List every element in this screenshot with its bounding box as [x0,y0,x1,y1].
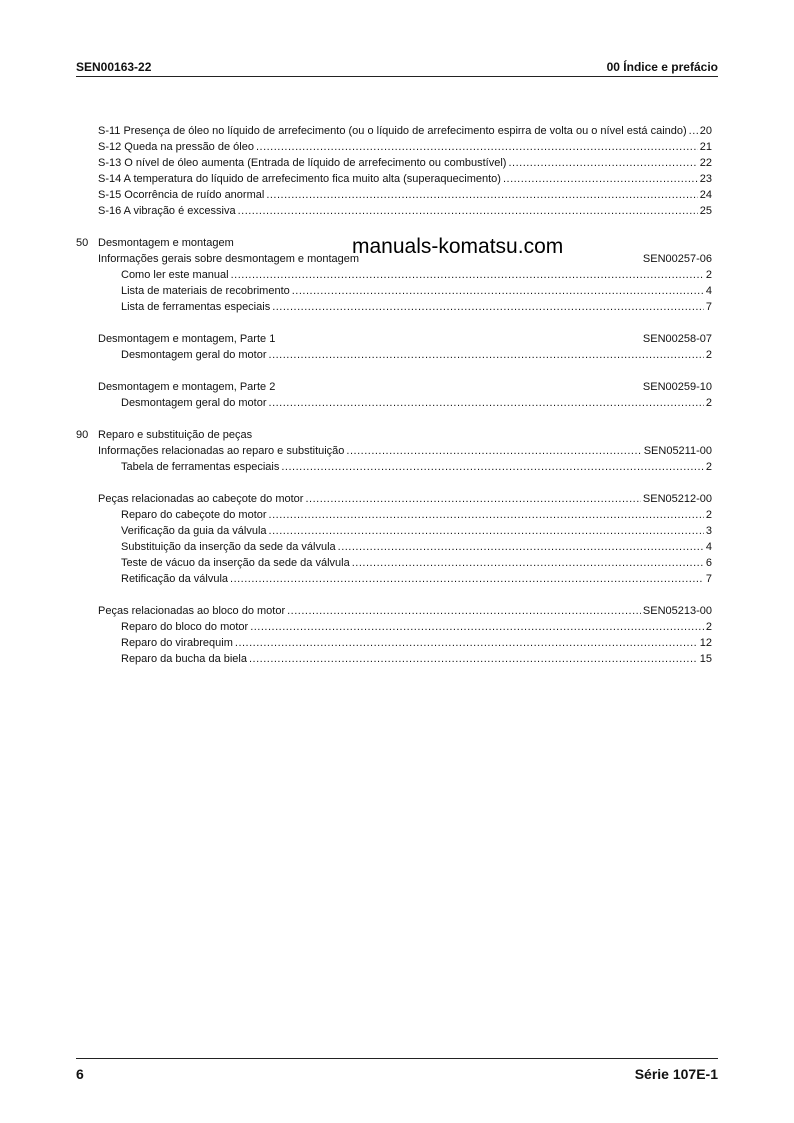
toc-entry-page: 7 [705,573,712,585]
toc-entry-title: S-11 Presença de óleo no líquido de arrefecimento (ou o líquido de arrefecimento espirra de volta ou o nível está caindo) [98,125,687,137]
toc-entry-page: 2 [705,461,712,473]
toc-entry-page: 4 [705,285,712,297]
toc-entry[interactable] [76,139,712,155]
toc-group-code: SEN00259-10 [642,381,712,393]
toc-group-title: Informações relacionadas ao reparo e substituição [98,445,345,457]
footer-rule [76,1058,718,1059]
toc-entry-title: Tabela de ferramentas especiais [121,461,280,473]
toc-group-code: SEN05213-00 [642,605,712,617]
toc-entry[interactable] [76,171,712,187]
toc-entry-page: 3 [705,525,712,537]
section-title: 00 Índice e prefácio [606,60,718,74]
toc-entry-title: Lista de materiais de recobrimento [121,285,290,297]
toc-entry-title: Reparo do virabrequim [121,637,233,649]
toc-entry[interactable] [76,187,712,203]
toc-entry-page: 20 [699,125,712,137]
toc-group-title: Desmontagem e montagem, Parte 1 [98,333,276,345]
toc-entry-title: S-16 A vibração é excessiva [98,205,236,217]
toc-entry-page: 2 [705,621,712,633]
toc-entry[interactable] [76,459,712,475]
toc-entry[interactable] [76,539,712,555]
toc-entry-title: Reparo da bucha da biela [121,653,247,665]
toc-group[interactable] [76,379,712,395]
toc-group-code: SEN00257-06 [642,253,712,265]
toc-group-title: Desmontagem e montagem, Parte 2 [98,381,276,393]
section-number: 50 [76,237,89,249]
doc-code: SEN00163-22 [76,60,152,74]
toc-entry[interactable] [76,203,712,219]
toc-entry-title: Reparo do cabeçote do motor [121,509,267,521]
toc-entry-title: Substituição da inserção da sede da válvula [121,541,336,553]
toc-entry[interactable] [76,347,712,363]
toc-group[interactable] [76,331,712,347]
toc-entry[interactable] [76,283,712,299]
header-rule [76,76,718,77]
toc-entry[interactable] [76,267,712,283]
table-of-contents [76,123,712,667]
toc-entry-page: 21 [699,141,712,153]
toc-entry-page: 4 [705,541,712,553]
toc-entry-page: 6 [705,557,712,569]
section-heading [76,427,712,443]
toc-entry-page: 22 [699,157,712,169]
toc-group-code: SEN05212-00 [642,493,712,505]
toc-entry-page: 12 [699,637,712,649]
toc-group-code: SEN00258-07 [642,333,712,345]
watermark: manuals-komatsu.com [352,235,564,258]
toc-entry-page: 2 [705,269,712,281]
toc-entry-title: S-12 Queda na pressão de óleo [98,141,254,153]
toc-group[interactable] [76,443,712,459]
toc-entry-page: 23 [699,173,712,185]
toc-entry-title: S-15 Ocorrência de ruído anormal [98,189,265,201]
toc-entry[interactable] [76,123,712,139]
section-heading-title: Reparo e substituição de peças [98,429,253,441]
toc-group-code: SEN05211-00 [643,445,712,457]
toc-entry-page: 2 [705,349,712,361]
page-number: 6 [76,1066,84,1082]
toc-entry-title: Lista de ferramentas especiais [121,301,271,313]
toc-entry[interactable] [76,155,712,171]
toc-group[interactable] [76,491,712,507]
toc-entry[interactable] [76,555,712,571]
toc-entry-page: 25 [699,205,712,217]
toc-entry-page: 15 [699,653,712,665]
toc-entry-title: Verificação da guia da válvula [121,525,267,537]
toc-entry-page: 2 [705,397,712,409]
toc-entry-title: S-13 O nível de óleo aumenta (Entrada de líquido de arrefecimento ou combustível) [98,157,507,169]
toc-entry[interactable] [76,299,712,315]
section-number: 90 [76,429,89,441]
toc-entry[interactable] [76,651,712,667]
toc-group-title: Peças relacionadas ao bloco do motor [98,605,286,617]
toc-entry-title: Como ler este manual [121,269,229,281]
toc-entry-title: S-14 A temperatura do líquido de arrefecimento fica muito alta (superaquecimento) [98,173,501,185]
toc-entry[interactable] [76,507,712,523]
toc-group[interactable] [76,251,712,267]
toc-entry-title: Retificação da válvula [121,573,229,585]
section-heading-title: Desmontagem e montagem [98,237,234,249]
toc-entry-title: Desmontagem geral do motor [121,349,267,361]
toc-entry-title: Teste de vácuo da inserção da sede da válvula [121,557,350,569]
toc-entry[interactable] [76,619,712,635]
toc-entry[interactable] [76,571,712,587]
toc-entry-page: 7 [705,301,712,313]
toc-entry-page: 24 [699,189,712,201]
toc-entry[interactable] [76,635,712,651]
toc-entry-title: Reparo do bloco do motor [121,621,249,633]
toc-entry-title: Desmontagem geral do motor [121,397,267,409]
toc-entry[interactable] [76,523,712,539]
series-label: Série 107E-1 [634,1066,718,1082]
toc-group-title: Informações gerais sobre desmontagem e montagem [98,253,360,265]
toc-entry[interactable] [76,395,712,411]
section-heading [76,235,712,251]
toc-group-title: Peças relacionadas ao cabeçote do motor [98,493,304,505]
toc-group[interactable] [76,603,712,619]
toc-entry-page: 2 [705,509,712,521]
